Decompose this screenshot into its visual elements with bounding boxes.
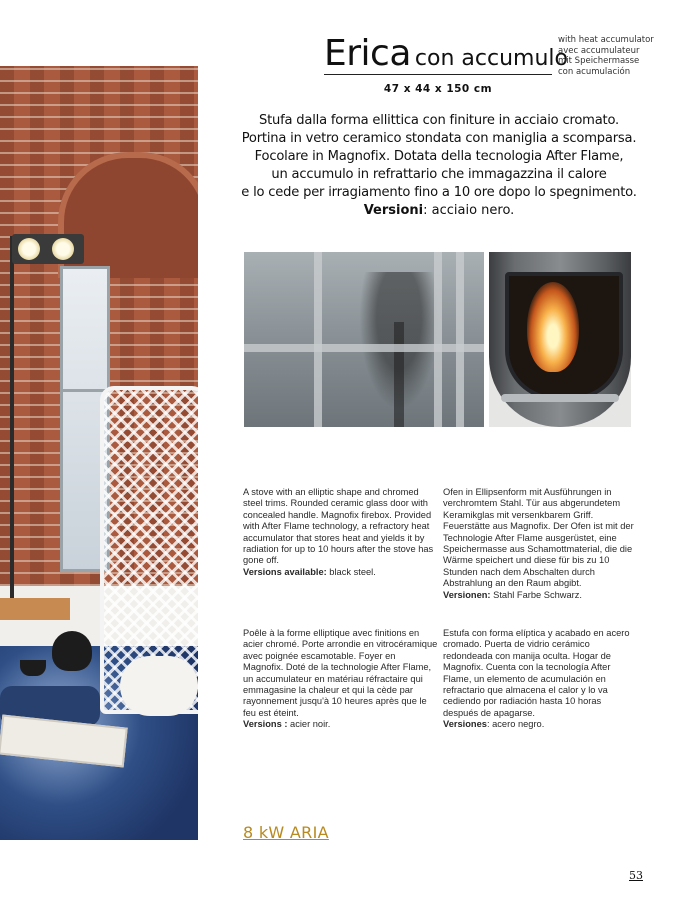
fur-throw bbox=[120, 656, 198, 716]
de-versions-label: Versionen: bbox=[443, 589, 491, 600]
italian-versions bbox=[214, 203, 664, 218]
it-line: e lo cede per irragiamento fino a 10 ore dopo lo spegnimento. bbox=[241, 185, 637, 200]
translation-en: with heat accumulator bbox=[558, 35, 654, 45]
it-line: Portina in vetro ceramico stondata con maniglia a scomparsa. bbox=[241, 131, 637, 146]
english-description bbox=[243, 487, 438, 578]
teapot bbox=[52, 631, 92, 671]
es-body: Estufa con forma elíptica y acabado en acero cromado. Puerta de vidrio cerámico redondeada con manija oculta. Hogar de Magnofix. Cuenta con la tecnología After Flame, un elemento de acumulación en refractario que almacena el calor y lo va cediendo por radiación hasta 10 horas después de apagarse. bbox=[443, 628, 630, 718]
translation-de: mit Speichermasse bbox=[558, 56, 640, 66]
product-title bbox=[324, 33, 568, 74]
floor-lamp-head bbox=[12, 234, 84, 264]
versions-label: Versioni bbox=[363, 203, 424, 218]
product-name: Erica bbox=[324, 33, 411, 74]
italian-description bbox=[214, 112, 664, 202]
german-description bbox=[443, 487, 638, 601]
it-line: un accumulo in refrattario che immagazzina il calore bbox=[271, 167, 607, 182]
floor-lamp-pole bbox=[10, 236, 14, 606]
en-versions-label: Versions available: bbox=[243, 566, 327, 577]
page-number: 53 bbox=[629, 869, 643, 882]
en-body: A stove with an elliptic shape and chromed steel trims. Rounded ceramic glass door with concealed handle. Magnofix firebox. Provided with After Flame technology, a refractory heat accumulator that stores heat and yields it by radiation for up to 10 hours after the stove has gone off. bbox=[243, 487, 434, 566]
de-versions-value: Stahl Farbe Schwarz. bbox=[490, 589, 583, 600]
stove-fire-photo bbox=[489, 252, 631, 427]
fr-body: Poêle à la forme elliptique avec finitions en acier chromé. Porte arrondie en vitrocéramique avec poignée escamotable. Foyer en Magnofix. Doté de la technologie After Flame, un accumulateur en matériau réfractaire qui emmagasine la chaleur et qui la cède par rayonnement jusqu'à 10 heures après que le feu est éteint. bbox=[243, 628, 438, 718]
room-photo bbox=[0, 66, 198, 840]
spanish-description bbox=[443, 628, 638, 731]
es-versions-label: Versiones bbox=[443, 719, 487, 730]
title-translations bbox=[558, 35, 654, 77]
it-line: Focolare in Magnofix. Dotata della tecnologia After Flame, bbox=[254, 149, 624, 164]
fr-versions-value: acier noir. bbox=[287, 719, 331, 730]
french-description bbox=[243, 628, 438, 731]
translation-es: con acumulación bbox=[558, 66, 631, 77]
es-versions-value: : acero negro. bbox=[486, 719, 545, 730]
teacup bbox=[20, 660, 46, 676]
en-versions-value: black steel. bbox=[326, 566, 376, 577]
it-line: Stufa dalla forma ellittica con finiture in acciaio cromato. bbox=[258, 113, 620, 128]
product-variant: con accumulo bbox=[414, 46, 568, 71]
title-rule bbox=[324, 74, 552, 75]
flame bbox=[527, 282, 579, 372]
translation-fr: avec accumulateur bbox=[558, 45, 640, 56]
glass-reflection-photo bbox=[244, 252, 484, 427]
versions-value: : acciaio nero. bbox=[423, 203, 515, 218]
de-body: Ofen in Ellipsenform mit Ausführungen in verchromtem Stahl. Tür aus abgerundetem Keramikglas mit versenkbarem Griff. Feuerstätte aus Magnofix. Der Ofen ist mit der Technologie After Flame ausgerüstet, eine Speichermasse aus Schamottmaterial, die die Wärme speichert und diese für bis zu 10 Stunden nach dem Abschalten durch Abstrahlung an den Raum abgibt. bbox=[443, 487, 634, 589]
wood-block bbox=[0, 598, 70, 620]
power-rating: 8 kW ARIA bbox=[243, 823, 329, 842]
fr-versions-label: Versions : bbox=[243, 719, 288, 730]
dimensions: 47 x 44 x 150 cm bbox=[383, 83, 493, 95]
